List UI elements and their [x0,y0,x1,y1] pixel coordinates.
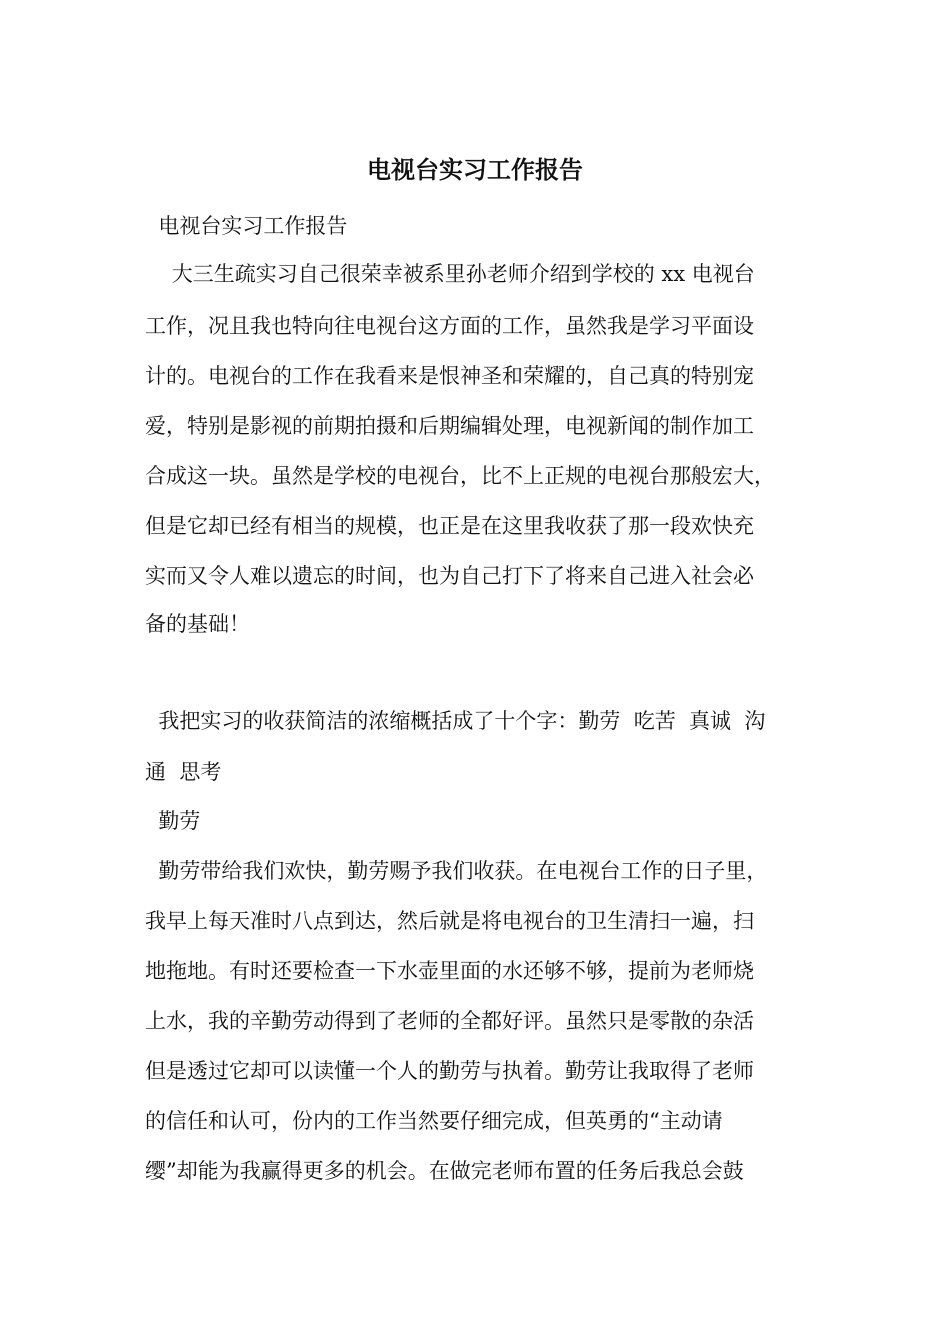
paragraph-line: 爱，特别是影视的前期拍摄和后期编辑处理，电视新闻的制作加工 [145,414,754,438]
paragraph-line: 工作，况且我也特向往电视台这方面的工作，虽然我是学习平面设 [145,314,754,338]
paragraph-line: 但是透过它却可以读懂一个人的勤劳与执着。勤劳让我取得了老师 [145,1059,754,1083]
paragraph-line: 地拖地。有时还要检查一下水壶里面的水还够不够，提前为老师烧 [145,959,754,983]
document-title: 电视台实习工作报告 [367,155,583,184]
paragraph-line: 我早上每天准时八点到达，然后就是将电视台的卫生清扫一遍，扫 [145,909,754,933]
subtitle-line: 电视台实习工作报告 [145,214,348,238]
paragraph-line: 的信任和认可，份内的工作当然要仔细完成，但英勇的“主动请 [145,1109,723,1133]
paragraph-line: 但是它却已经有相当的规模，也正是在这里我收获了那一段欢快充 [145,514,754,538]
paragraph-line: 我把实习的收获简洁的浓缩概括成了十个字：勤劳 吃苦 真诚 沟 [145,709,766,733]
paragraph-line: 通 思考 [145,760,222,784]
paragraph-line: 勤劳带给我们欢快，勤劳赐予我们收获。在电视台工作的日子里， [145,859,768,883]
section-heading: 勤劳 [145,809,201,833]
paragraph-line: 备的基础！ [145,612,250,636]
paragraph-line: 实而又令人难以遗忘的时间，也为自己打下了将来自己进入社会必 [145,564,754,588]
paragraph-line: 缨”却能为我赢得更多的机会。在做完老师布置的任务后我总会鼓 [145,1159,744,1183]
paragraph-line: 上水，我的辛勤劳动得到了老师的全都好评。虽然只是零散的杂活 [145,1009,754,1033]
paragraph-line: 大三生疏实习自己很荣幸被系里孙老师介绍到学校的 xx 电视台 [145,262,755,286]
paragraph-line: 合成这一块。虽然是学校的电视台，比不上正规的电视台那般宏大， [145,464,775,488]
paragraph-line: 计的。电视台的工作在我看来是恨神圣和荣耀的，自己真的特别宠 [145,364,754,388]
